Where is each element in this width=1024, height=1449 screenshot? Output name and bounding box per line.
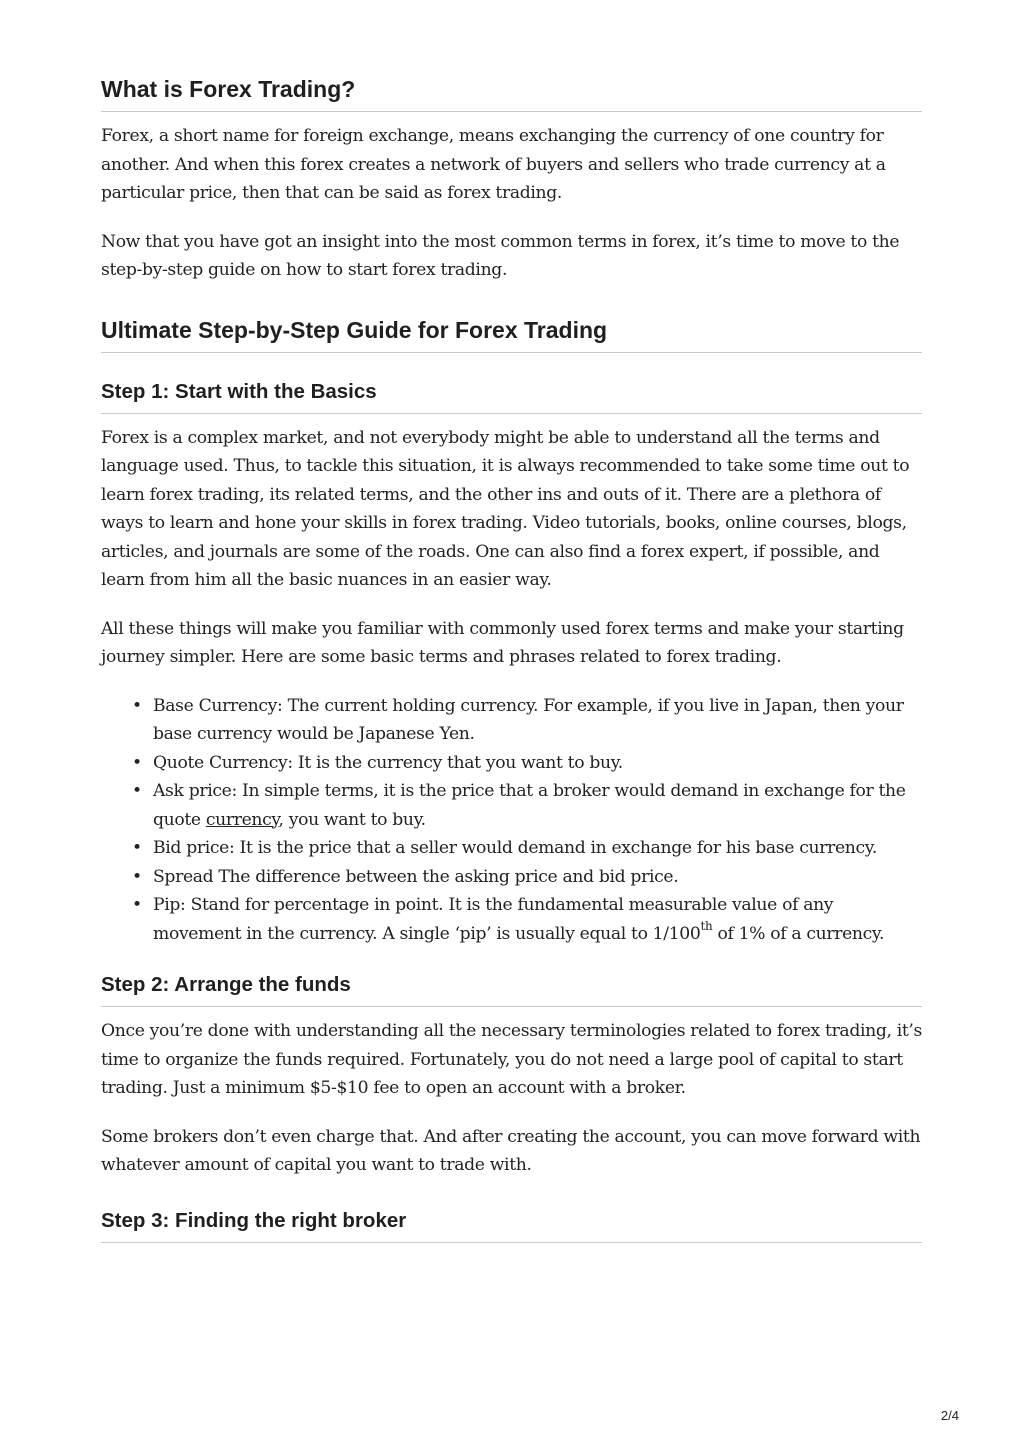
bullet-icon: • <box>132 781 142 801</box>
heading-step-2: Step 2: Arrange the funds <box>101 972 922 1007</box>
paragraph-step2-brokers: Some brokers don’t even charge that. And after creating the account, you can move forward with whatever amount of capital you want to trade with. <box>101 1126 921 1175</box>
page-number: 2/4 <box>940 1408 959 1423</box>
bullet-icon: • <box>132 695 142 716</box>
heading-step-by-step-guide: Ultimate Step-by-Step Guide for Forex Trading <box>101 316 922 353</box>
list-item-text: Spread The difference between the asking price and bid price. <box>153 866 679 887</box>
list-item-text: Quote Currency: It is the currency that you want to buy. <box>153 752 623 773</box>
forex-terms-list <box>101 692 922 949</box>
list-item-pip <box>132 891 922 948</box>
bullet-icon: • <box>132 752 142 773</box>
article-page <box>101 0 922 1243</box>
list-item-bid-price <box>132 834 922 863</box>
superscript-th: th <box>700 918 713 933</box>
heading-step-3: Step 3: Finding the right broker <box>101 1208 922 1243</box>
heading-step-1: Step 1: Start with the Basics <box>101 379 922 414</box>
paragraph-step2-funds: Once you’re done with understanding all the necessary terminologies related to forex trading, it’s time to organize the funds required. Fortunately, you do not need a large pool of capital to start trading. Just a minimum $5-$10 fee to open an account with a broker. <box>101 1021 923 1098</box>
paragraph-step1-terms-intro: All these things will make you familiar with commonly used forex terms and make your starting journey simpler. Here are some basic terms and phrases related to forex trading. <box>101 618 904 667</box>
list-item-text: Bid price: It is the price that a seller would demand in exchange for his base currency. <box>153 838 877 858</box>
currency-link[interactable]: currency <box>205 809 279 830</box>
paragraph-forex-insight: Now that you have got an insight into the most common terms in forex, it’s time to move to the step-by-step guide on how to start forex trading. <box>101 231 900 280</box>
list-item-ask-price <box>132 777 922 834</box>
bullet-icon: • <box>132 866 142 887</box>
bullet-icon: • <box>132 895 142 915</box>
list-item-base-currency <box>132 692 922 749</box>
paragraph-forex-definition: Forex, a short name for foreign exchange, means exchanging the currency of one country for another. And when this forex creates a network of buyers and sellers who trade currency at a particular price, then that can be said as forex trading. <box>101 126 886 203</box>
list-item-text: Pip: Stand for percentage in point. It is the fundamental measurable value of any movement in the currency. A single ‘pip’ is usually equal to 1/100 <box>153 895 834 944</box>
list-item-text: of 1% of a currency. <box>712 923 885 944</box>
paragraph-step1-basics: Forex is a complex market, and not everybody might be able to understand all the terms and language used. Thus, to tackle this situation, it is always recommended to take some time out to learn forex trading, its related terms, and the other ins and outs of it. There are a plethora of ways to learn and hone your skills in forex trading. Video tutorials, books, online courses, blogs, articles, and journals are some of the roads. One can also find a forex expert, if possible, and learn from him all the basic nuances in an easier way. <box>101 427 910 590</box>
heading-what-is-forex: What is Forex Trading? <box>101 75 922 112</box>
list-item-quote-currency <box>132 749 922 778</box>
bullet-icon: • <box>132 838 142 858</box>
list-item-text: Ask price: In simple terms, it is the price that a broker would demand in exchange for the quote <box>153 781 906 830</box>
list-item-text: , you want to buy. <box>278 809 426 830</box>
list-item-spread <box>132 863 922 892</box>
list-item-text: Base Currency: The current holding currency. For example, if you live in Japan, then your base currency would be Japanese Yen. <box>153 695 904 744</box>
